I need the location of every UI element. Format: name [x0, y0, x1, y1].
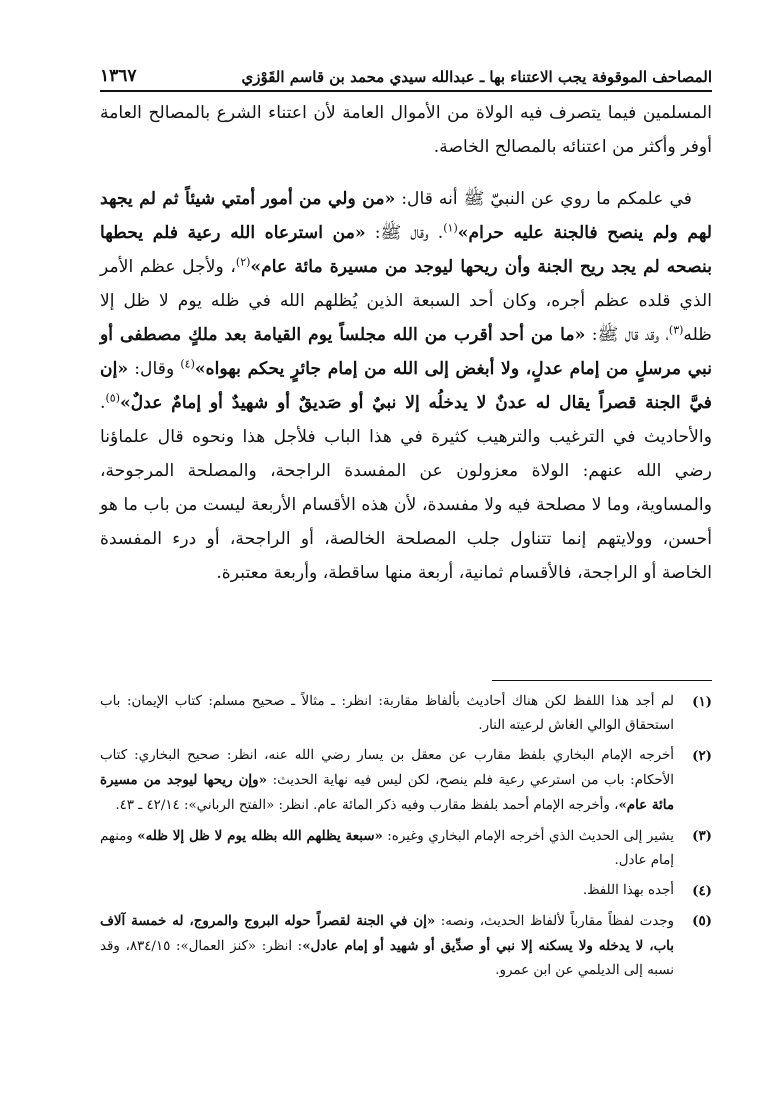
- footnote-number: (١): [692, 694, 712, 710]
- footnote-text: [100, 879, 674, 903]
- running-title: المصاحف الموقوفة يجب الاعتناء بها ـ عبدالله سيدي محمد بن قاسم القَوْزي: [241, 68, 712, 86]
- footnote-ref: (٥): [105, 391, 120, 405]
- footnote-run: أجده بهذا اللفظ.: [582, 883, 674, 898]
- hadith-quote: «ما من أحد أقرب من الله مجلساً يوم القيامة بعد ملكٍ مصطفى أو نبي مرسلٍ من إمام عدلٍ، ولا أبغض إلى الله من إمام جائرٍ يحكم بهواه»: [100, 325, 712, 379]
- footnote-number: (٤): [692, 883, 712, 899]
- text-run: . وقال ﷺ:: [365, 223, 444, 243]
- page-number: ١٣٦٧: [100, 66, 137, 86]
- main-text: [100, 96, 712, 590]
- footnote-run: وجدت لفظاً مقارباً لألفاظ الحديث، ونصه:: [435, 914, 674, 929]
- footnote-quote: «سبعة يظلهم الله بظله يوم لا ظل إلا ظله»: [137, 828, 383, 844]
- footnote-number: (٢): [692, 748, 712, 764]
- footnote-ref: (١): [443, 221, 458, 235]
- footnote-run: لم أجد هذا اللفظ لكن هناك أحاديث بألفاظ مقاربة: انظر: ـ مثالاً ـ صحيح مسلم: كتاب الإيمان: باب استحقاق الوالي الغاش لرعيته النار.: [100, 694, 674, 733]
- footnotes: [100, 690, 712, 989]
- footnote-ref: (٤): [180, 357, 195, 371]
- footnote-run: : انظر: «كنز العمال»: ٨٣٤/١٥، وقد نسبه إلى الديلمي عن ابن عمرو.: [100, 939, 674, 978]
- footnote-number: (٣): [692, 828, 712, 844]
- text-run: ، ولأجل عظم الأمر الذي قلده عظم أجره، وكان أحد السبعة الذين يُظلهم الله في ظله يوم لا ظل إلا ظله: [100, 257, 712, 345]
- footnote-text: [100, 690, 674, 738]
- footnote-ref: (٣): [668, 323, 684, 337]
- footnote-text: [100, 909, 674, 983]
- footnote: [100, 744, 712, 818]
- running-header: [100, 52, 712, 92]
- footnote: [100, 879, 712, 903]
- paragraph-2: [100, 182, 712, 590]
- hadith-quote: «من استرعاه الله رعية فلم يحطها بنصحه لم يجد ريح الجنة وأن ريحها ليوجد من مسيرة مائة عام»: [100, 223, 712, 277]
- paragraph-1: المسلمين فيما يتصرف فيه الولاة من الأموال العامة لأن اعتناء الشرع بالمصالح العامة أوفر وأكثر من اعتنائه بالمصالح الخاصة.: [100, 103, 712, 157]
- footnote-ref: (٢): [235, 255, 251, 269]
- footnote-divider: [492, 680, 712, 681]
- hadith-quote: «من ولي من أمور أمتي شيئاً ثم لم يجهد لهم ولم ينصح فالجنة عليه حرام»: [100, 189, 712, 243]
- footnote-run: يشير إلى الحديث الذي أخرجه الإمام البخاري وغيره:: [382, 829, 674, 844]
- text-run: ، وقد قال ﷺ:: [585, 325, 669, 345]
- footnote: [100, 690, 712, 738]
- footnote-text: [100, 824, 674, 873]
- footnote-run: ، وأخرجه الإمام أحمد بلفظ مقارب وفيه ذكر المائة عام. انظر: «الفتح الرباني»: ٤٢/١٤ ـ ٤٣.: [115, 798, 619, 813]
- footnote-quote: «إن في الجنة لقصراً حوله البروج والمروج، له خمسة آلاف باب، لا يدخله ولا يسكنه إلا نبي أو صدِّيق أو شهيد أو إمام عادل»: [100, 913, 674, 954]
- text-run: . والأحاديث في الترغيب والترهيب كثيرة في هذا الباب فلأجل هذا ونحوه قال علماؤنا رضي الله عنهم: الولاة معزولون عن المفسدة الراجحة، والمصلحة المرجوحة، والمساوية، وما لا مصلحة فيه ولا مفسدة، لأن هذه الأقسام الأربعة ليست من باب ما هو أحسن، وولايتهم إنما تتناول جلب المصلحة الخالصة، أو الراجحة، أو درء المفسدة الخاصة أو الراجحة، فالأقسام ثمانية، أربعة منها ساقطة، وأربعة معتبرة.: [100, 393, 712, 583]
- footnote-run: ومنهم إمام عادل.: [100, 829, 674, 868]
- text-run: في علمكم ما روي عن النبيّ ﷺ أنه قال:: [395, 189, 692, 209]
- footnote-number: (٥): [692, 913, 712, 929]
- footnote-quote: «وإن ريحها ليوجد من مسيرة مائة عام»: [100, 772, 674, 813]
- footnote: [100, 824, 712, 873]
- hadith-quote: «إن فيَّ الجنة قصراً يقال له عدنٌ لا يدخلُه إلا نبيٌ أو صَديقٌ أو شهيدٌ أو إمامٌ عدلٌ»: [100, 359, 712, 413]
- footnote-text: [100, 744, 674, 818]
- text-run: وقال:: [128, 359, 181, 379]
- footnote-run: أخرجه الإمام البخاري بلفظ مقارب عن معقل بن يسار رضي الله عنه، انظر: صحيح البخاري: كتاب الأحكام: باب من استرعي رعية فلم ينصح، لكن ليس فيه نهاية الحديث:: [100, 748, 674, 788]
- footnote: [100, 909, 712, 983]
